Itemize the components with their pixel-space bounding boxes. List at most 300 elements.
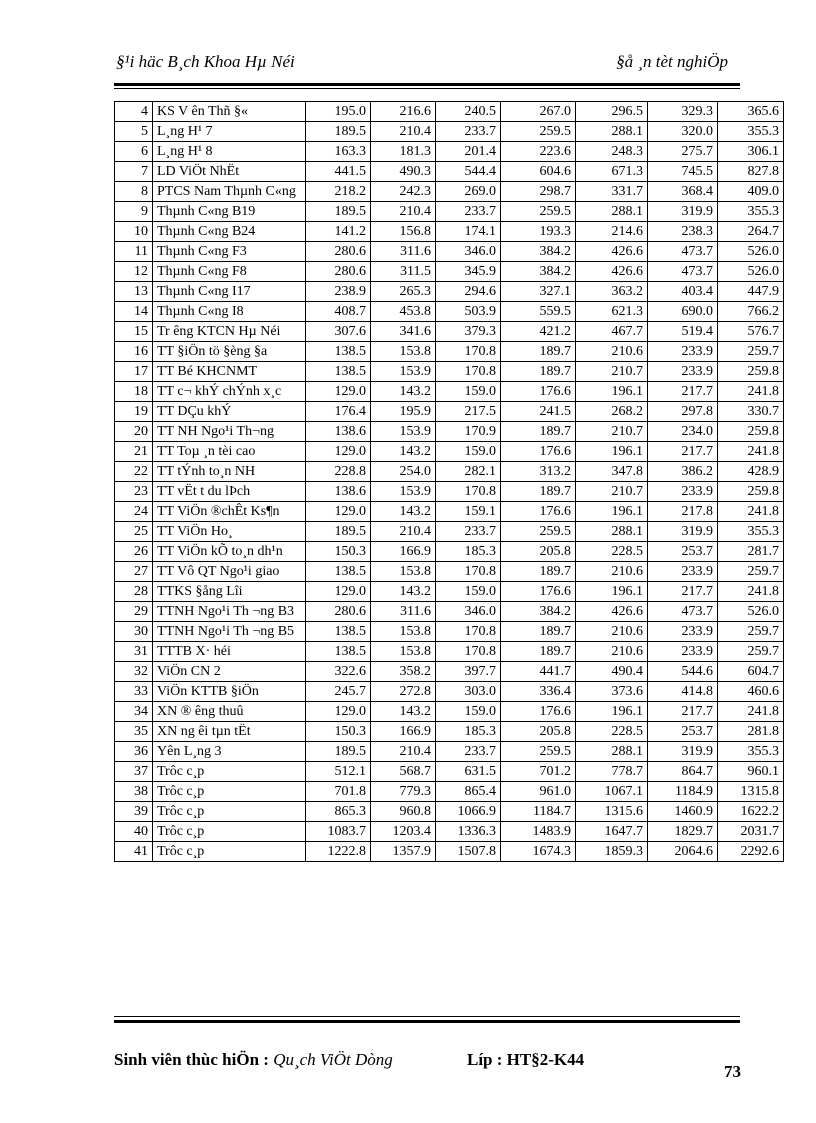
value-cell: 214.6 bbox=[576, 222, 648, 242]
value-cell: 331.7 bbox=[576, 182, 648, 202]
page-header bbox=[114, 52, 742, 78]
station-name: TTTB X· héi bbox=[153, 642, 306, 662]
value-cell: 336.4 bbox=[501, 682, 576, 702]
value-cell: 189.5 bbox=[306, 202, 371, 222]
table-row bbox=[115, 542, 784, 562]
station-name: Tr êng KTCN Hµ Néi bbox=[153, 322, 306, 342]
value-cell: 865.4 bbox=[436, 782, 501, 802]
value-cell: 397.7 bbox=[436, 662, 501, 682]
table-row bbox=[115, 322, 784, 342]
value-cell: 526.0 bbox=[718, 262, 784, 282]
value-cell: 408.7 bbox=[306, 302, 371, 322]
value-cell: 701.8 bbox=[306, 782, 371, 802]
value-cell: 143.2 bbox=[371, 382, 436, 402]
value-cell: 311.5 bbox=[371, 262, 436, 282]
value-cell: 217.7 bbox=[648, 442, 718, 462]
station-name: TT Toµ ¸n tèi cao bbox=[153, 442, 306, 462]
row-number: 7 bbox=[115, 162, 153, 182]
value-cell: 1507.8 bbox=[436, 842, 501, 862]
value-cell: 473.7 bbox=[648, 242, 718, 262]
value-cell: 576.7 bbox=[718, 322, 784, 342]
value-cell: 217.7 bbox=[648, 382, 718, 402]
value-cell: 153.8 bbox=[371, 622, 436, 642]
value-cell: 216.6 bbox=[371, 102, 436, 122]
value-cell: 269.0 bbox=[436, 182, 501, 202]
table-row bbox=[115, 762, 784, 782]
value-cell: 150.3 bbox=[306, 542, 371, 562]
value-cell: 210.6 bbox=[576, 622, 648, 642]
station-name: Thµnh C«ng F8 bbox=[153, 262, 306, 282]
value-cell: 233.9 bbox=[648, 642, 718, 662]
value-cell: 189.7 bbox=[501, 362, 576, 382]
table-row bbox=[115, 402, 784, 422]
table-row bbox=[115, 382, 784, 402]
row-number: 5 bbox=[115, 122, 153, 142]
value-cell: 490.3 bbox=[371, 162, 436, 182]
value-cell: 218.2 bbox=[306, 182, 371, 202]
table-row bbox=[115, 342, 784, 362]
value-cell: 176.6 bbox=[501, 442, 576, 462]
table-row bbox=[115, 482, 784, 502]
row-number: 23 bbox=[115, 482, 153, 502]
station-name: Trôc c¸p bbox=[153, 822, 306, 842]
value-cell: 245.7 bbox=[306, 682, 371, 702]
value-cell: 233.9 bbox=[648, 342, 718, 362]
table-row bbox=[115, 802, 784, 822]
value-cell: 259.5 bbox=[501, 522, 576, 542]
header-rule-thick bbox=[114, 83, 740, 86]
value-cell: 241.8 bbox=[718, 502, 784, 522]
value-cell: 210.6 bbox=[576, 342, 648, 362]
value-cell: 129.0 bbox=[306, 702, 371, 722]
value-cell: 241.8 bbox=[718, 382, 784, 402]
value-cell: 453.8 bbox=[371, 302, 436, 322]
value-cell: 153.9 bbox=[371, 422, 436, 442]
station-name: LD ViÖt NhËt bbox=[153, 162, 306, 182]
value-cell: 403.4 bbox=[648, 282, 718, 302]
value-cell: 153.9 bbox=[371, 482, 436, 502]
value-cell: 355.3 bbox=[718, 122, 784, 142]
value-cell: 170.8 bbox=[436, 482, 501, 502]
value-cell: 319.9 bbox=[648, 742, 718, 762]
value-cell: 1067.1 bbox=[576, 782, 648, 802]
value-cell: 379.3 bbox=[436, 322, 501, 342]
value-cell: 143.2 bbox=[371, 702, 436, 722]
value-cell: 166.9 bbox=[371, 542, 436, 562]
value-cell: 138.6 bbox=[306, 422, 371, 442]
value-cell: 281.7 bbox=[718, 542, 784, 562]
student-name: Qu¸ch ViÖt Dòng bbox=[273, 1050, 393, 1069]
value-cell: 320.0 bbox=[648, 122, 718, 142]
value-cell: 189.7 bbox=[501, 642, 576, 662]
value-cell: 473.7 bbox=[648, 262, 718, 282]
table-row bbox=[115, 362, 784, 382]
value-cell: 1184.7 bbox=[501, 802, 576, 822]
station-name: Trôc c¸p bbox=[153, 762, 306, 782]
value-cell: 185.3 bbox=[436, 542, 501, 562]
value-cell: 1674.3 bbox=[501, 842, 576, 862]
value-cell: 428.9 bbox=[718, 462, 784, 482]
value-cell: 2292.6 bbox=[718, 842, 784, 862]
value-cell: 138.5 bbox=[306, 362, 371, 382]
value-cell: 153.8 bbox=[371, 642, 436, 662]
station-name: Yên L¸ng 3 bbox=[153, 742, 306, 762]
value-cell: 217.8 bbox=[648, 502, 718, 522]
value-cell: 355.3 bbox=[718, 522, 784, 542]
value-cell: 1647.7 bbox=[576, 822, 648, 842]
row-number: 22 bbox=[115, 462, 153, 482]
value-cell: 233.7 bbox=[436, 742, 501, 762]
value-cell: 1315.8 bbox=[718, 782, 784, 802]
value-cell: 447.9 bbox=[718, 282, 784, 302]
value-cell: 568.7 bbox=[371, 762, 436, 782]
value-cell: 294.6 bbox=[436, 282, 501, 302]
station-name: TT ViÖn Ho¸ bbox=[153, 522, 306, 542]
row-number: 28 bbox=[115, 582, 153, 602]
row-number: 26 bbox=[115, 542, 153, 562]
row-number: 37 bbox=[115, 762, 153, 782]
row-number: 21 bbox=[115, 442, 153, 462]
value-cell: 421.2 bbox=[501, 322, 576, 342]
value-cell: 766.2 bbox=[718, 302, 784, 322]
footer-rule-thick bbox=[114, 1020, 740, 1023]
value-cell: 143.2 bbox=[371, 442, 436, 462]
value-cell: 288.1 bbox=[576, 122, 648, 142]
value-cell: 311.6 bbox=[371, 602, 436, 622]
value-cell: 138.5 bbox=[306, 562, 371, 582]
table-row bbox=[115, 122, 784, 142]
value-cell: 210.7 bbox=[576, 482, 648, 502]
station-name: L¸ng H¹ 7 bbox=[153, 122, 306, 142]
value-cell: 254.0 bbox=[371, 462, 436, 482]
row-number: 33 bbox=[115, 682, 153, 702]
value-cell: 189.7 bbox=[501, 482, 576, 502]
station-name: TTKS §ång Lîi bbox=[153, 582, 306, 602]
value-cell: 779.3 bbox=[371, 782, 436, 802]
load-table bbox=[114, 101, 784, 862]
value-cell: 196.1 bbox=[576, 702, 648, 722]
footer-rule-thin bbox=[114, 1016, 740, 1017]
station-name: ViÖn KTTB §iÖn bbox=[153, 682, 306, 702]
value-cell: 1622.2 bbox=[718, 802, 784, 822]
value-cell: 223.6 bbox=[501, 142, 576, 162]
table-row bbox=[115, 422, 784, 442]
value-cell: 373.6 bbox=[576, 682, 648, 702]
value-cell: 189.5 bbox=[306, 742, 371, 762]
value-cell: 176.6 bbox=[501, 582, 576, 602]
value-cell: 1083.7 bbox=[306, 822, 371, 842]
value-cell: 827.8 bbox=[718, 162, 784, 182]
station-name: Trôc c¸p bbox=[153, 782, 306, 802]
table-body bbox=[115, 102, 784, 862]
university-name: §¹i häc B¸ch Khoa Hµ Néi bbox=[116, 52, 295, 71]
station-name: TT DÇu khÝ bbox=[153, 402, 306, 422]
station-name: TT ViÖn kÕ to¸n dh¹n bbox=[153, 542, 306, 562]
value-cell: 159.0 bbox=[436, 702, 501, 722]
value-cell: 778.7 bbox=[576, 762, 648, 782]
row-number: 12 bbox=[115, 262, 153, 282]
value-cell: 259.5 bbox=[501, 202, 576, 222]
value-cell: 176.4 bbox=[306, 402, 371, 422]
value-cell: 259.8 bbox=[718, 422, 784, 442]
table-row bbox=[115, 522, 784, 542]
value-cell: 960.1 bbox=[718, 762, 784, 782]
value-cell: 363.2 bbox=[576, 282, 648, 302]
value-cell: 319.9 bbox=[648, 522, 718, 542]
value-cell: 327.1 bbox=[501, 282, 576, 302]
value-cell: 196.1 bbox=[576, 382, 648, 402]
row-number: 19 bbox=[115, 402, 153, 422]
station-name: Thµnh C«ng F3 bbox=[153, 242, 306, 262]
value-cell: 355.3 bbox=[718, 202, 784, 222]
row-number: 27 bbox=[115, 562, 153, 582]
table-row bbox=[115, 262, 784, 282]
table-row bbox=[115, 502, 784, 522]
page-footer bbox=[114, 1050, 754, 1090]
value-cell: 1222.8 bbox=[306, 842, 371, 862]
station-name: TT §iÖn tö §èng §a bbox=[153, 342, 306, 362]
value-cell: 181.3 bbox=[371, 142, 436, 162]
value-cell: 170.8 bbox=[436, 362, 501, 382]
value-cell: 503.9 bbox=[436, 302, 501, 322]
station-name: XN ® êng thuû bbox=[153, 702, 306, 722]
value-cell: 163.3 bbox=[306, 142, 371, 162]
table-row bbox=[115, 702, 784, 722]
table-row bbox=[115, 142, 784, 162]
value-cell: 210.7 bbox=[576, 362, 648, 382]
value-cell: 138.5 bbox=[306, 342, 371, 362]
value-cell: 259.7 bbox=[718, 342, 784, 362]
table-row bbox=[115, 102, 784, 122]
value-cell: 281.8 bbox=[718, 722, 784, 742]
value-cell: 170.8 bbox=[436, 342, 501, 362]
value-cell: 604.6 bbox=[501, 162, 576, 182]
value-cell: 1483.9 bbox=[501, 822, 576, 842]
value-cell: 189.5 bbox=[306, 522, 371, 542]
value-cell: 141.2 bbox=[306, 222, 371, 242]
row-number: 10 bbox=[115, 222, 153, 242]
value-cell: 238.9 bbox=[306, 282, 371, 302]
table-row bbox=[115, 842, 784, 862]
value-cell: 384.2 bbox=[501, 602, 576, 622]
table-row bbox=[115, 742, 784, 762]
row-number: 39 bbox=[115, 802, 153, 822]
value-cell: 311.6 bbox=[371, 242, 436, 262]
value-cell: 259.7 bbox=[718, 642, 784, 662]
table-row bbox=[115, 662, 784, 682]
station-name: ViÖn CN 2 bbox=[153, 662, 306, 682]
value-cell: 176.6 bbox=[501, 382, 576, 402]
value-cell: 282.1 bbox=[436, 462, 501, 482]
row-number: 41 bbox=[115, 842, 153, 862]
value-cell: 210.4 bbox=[371, 522, 436, 542]
value-cell: 217.7 bbox=[648, 582, 718, 602]
page-number: 73 bbox=[724, 1062, 741, 1081]
value-cell: 544.6 bbox=[648, 662, 718, 682]
value-cell: 346.0 bbox=[436, 602, 501, 622]
value-cell: 228.5 bbox=[576, 542, 648, 562]
value-cell: 1859.3 bbox=[576, 842, 648, 862]
value-cell: 259.8 bbox=[718, 362, 784, 382]
row-number: 25 bbox=[115, 522, 153, 542]
value-cell: 259.8 bbox=[718, 482, 784, 502]
value-cell: 253.7 bbox=[648, 722, 718, 742]
value-cell: 865.3 bbox=[306, 802, 371, 822]
value-cell: 303.0 bbox=[436, 682, 501, 702]
value-cell: 559.5 bbox=[501, 302, 576, 322]
value-cell: 138.6 bbox=[306, 482, 371, 502]
value-cell: 441.5 bbox=[306, 162, 371, 182]
value-cell: 345.9 bbox=[436, 262, 501, 282]
class-label: Líp : HT§2-K44 bbox=[467, 1050, 585, 1069]
student-line bbox=[114, 1050, 393, 1070]
value-cell: 288.1 bbox=[576, 742, 648, 762]
row-number: 31 bbox=[115, 642, 153, 662]
value-cell: 217.7 bbox=[648, 702, 718, 722]
value-cell: 153.8 bbox=[371, 562, 436, 582]
value-cell: 174.1 bbox=[436, 222, 501, 242]
value-cell: 185.3 bbox=[436, 722, 501, 742]
row-number: 20 bbox=[115, 422, 153, 442]
value-cell: 210.6 bbox=[576, 562, 648, 582]
row-number: 24 bbox=[115, 502, 153, 522]
value-cell: 129.0 bbox=[306, 502, 371, 522]
value-cell: 347.8 bbox=[576, 462, 648, 482]
station-name: Thµnh C«ng I8 bbox=[153, 302, 306, 322]
table-row bbox=[115, 462, 784, 482]
value-cell: 205.8 bbox=[501, 542, 576, 562]
value-cell: 490.4 bbox=[576, 662, 648, 682]
value-cell: 153.9 bbox=[371, 362, 436, 382]
row-number: 11 bbox=[115, 242, 153, 262]
value-cell: 195.9 bbox=[371, 402, 436, 422]
value-cell: 129.0 bbox=[306, 382, 371, 402]
value-cell: 961.0 bbox=[501, 782, 576, 802]
value-cell: 414.8 bbox=[648, 682, 718, 702]
value-cell: 426.6 bbox=[576, 602, 648, 622]
row-number: 13 bbox=[115, 282, 153, 302]
value-cell: 189.5 bbox=[306, 122, 371, 142]
value-cell: 426.6 bbox=[576, 262, 648, 282]
row-number: 29 bbox=[115, 602, 153, 622]
value-cell: 526.0 bbox=[718, 242, 784, 262]
value-cell: 129.0 bbox=[306, 582, 371, 602]
value-cell: 176.6 bbox=[501, 502, 576, 522]
value-cell: 259.5 bbox=[501, 122, 576, 142]
station-name: TT tÝnh to¸n NH bbox=[153, 462, 306, 482]
value-cell: 166.9 bbox=[371, 722, 436, 742]
value-cell: 170.9 bbox=[436, 422, 501, 442]
value-cell: 259.5 bbox=[501, 742, 576, 762]
station-name: TT Bé KHCNMT bbox=[153, 362, 306, 382]
station-name: L¸ng H¹ 8 bbox=[153, 142, 306, 162]
value-cell: 1829.7 bbox=[648, 822, 718, 842]
value-cell: 329.3 bbox=[648, 102, 718, 122]
row-number: 18 bbox=[115, 382, 153, 402]
row-number: 8 bbox=[115, 182, 153, 202]
value-cell: 298.7 bbox=[501, 182, 576, 202]
value-cell: 296.5 bbox=[576, 102, 648, 122]
value-cell: 170.8 bbox=[436, 642, 501, 662]
value-cell: 460.6 bbox=[718, 682, 784, 702]
row-number: 40 bbox=[115, 822, 153, 842]
header-rule-thin bbox=[114, 88, 740, 89]
value-cell: 150.3 bbox=[306, 722, 371, 742]
table-row bbox=[115, 282, 784, 302]
value-cell: 1336.3 bbox=[436, 822, 501, 842]
value-cell: 341.6 bbox=[371, 322, 436, 342]
value-cell: 233.9 bbox=[648, 482, 718, 502]
table-row bbox=[115, 822, 784, 842]
value-cell: 233.9 bbox=[648, 562, 718, 582]
value-cell: 384.2 bbox=[501, 262, 576, 282]
value-cell: 143.2 bbox=[371, 502, 436, 522]
value-cell: 690.0 bbox=[648, 302, 718, 322]
value-cell: 2064.6 bbox=[648, 842, 718, 862]
row-number: 32 bbox=[115, 662, 153, 682]
row-number: 14 bbox=[115, 302, 153, 322]
row-number: 4 bbox=[115, 102, 153, 122]
value-cell: 512.1 bbox=[306, 762, 371, 782]
station-name: TT ViÖn ®chÊt Ks¶n bbox=[153, 502, 306, 522]
value-cell: 409.0 bbox=[718, 182, 784, 202]
value-cell: 346.0 bbox=[436, 242, 501, 262]
value-cell: 671.3 bbox=[576, 162, 648, 182]
value-cell: 1460.9 bbox=[648, 802, 718, 822]
value-cell: 701.2 bbox=[501, 762, 576, 782]
value-cell: 297.8 bbox=[648, 402, 718, 422]
table-row bbox=[115, 622, 784, 642]
value-cell: 234.0 bbox=[648, 422, 718, 442]
value-cell: 189.7 bbox=[501, 342, 576, 362]
value-cell: 238.3 bbox=[648, 222, 718, 242]
table-row bbox=[115, 562, 784, 582]
value-cell: 210.4 bbox=[371, 202, 436, 222]
value-cell: 253.7 bbox=[648, 542, 718, 562]
row-number: 35 bbox=[115, 722, 153, 742]
value-cell: 159.0 bbox=[436, 382, 501, 402]
value-cell: 259.7 bbox=[718, 562, 784, 582]
value-cell: 170.8 bbox=[436, 562, 501, 582]
value-cell: 631.5 bbox=[436, 762, 501, 782]
value-cell: 384.2 bbox=[501, 242, 576, 262]
row-number: 9 bbox=[115, 202, 153, 222]
value-cell: 242.3 bbox=[371, 182, 436, 202]
value-cell: 159.0 bbox=[436, 582, 501, 602]
value-cell: 386.2 bbox=[648, 462, 718, 482]
station-name: TT NH Ngo¹i Th¬ng bbox=[153, 422, 306, 442]
value-cell: 196.1 bbox=[576, 582, 648, 602]
station-name: TT vËt t du lÞch bbox=[153, 482, 306, 502]
value-cell: 467.7 bbox=[576, 322, 648, 342]
table-row bbox=[115, 602, 784, 622]
value-cell: 544.4 bbox=[436, 162, 501, 182]
station-name: XN ng êi tµn tËt bbox=[153, 722, 306, 742]
value-cell: 319.9 bbox=[648, 202, 718, 222]
station-name: TTNH Ngo¹i Th ¬ng B3 bbox=[153, 602, 306, 622]
value-cell: 189.7 bbox=[501, 562, 576, 582]
table-row bbox=[115, 582, 784, 602]
station-name: Trôc c¸p bbox=[153, 842, 306, 862]
value-cell: 259.7 bbox=[718, 622, 784, 642]
value-cell: 201.4 bbox=[436, 142, 501, 162]
station-name: TTNH Ngo¹i Th ¬ng B5 bbox=[153, 622, 306, 642]
value-cell: 1184.9 bbox=[648, 782, 718, 802]
value-cell: 233.7 bbox=[436, 522, 501, 542]
value-cell: 156.8 bbox=[371, 222, 436, 242]
value-cell: 228.8 bbox=[306, 462, 371, 482]
value-cell: 193.3 bbox=[501, 222, 576, 242]
